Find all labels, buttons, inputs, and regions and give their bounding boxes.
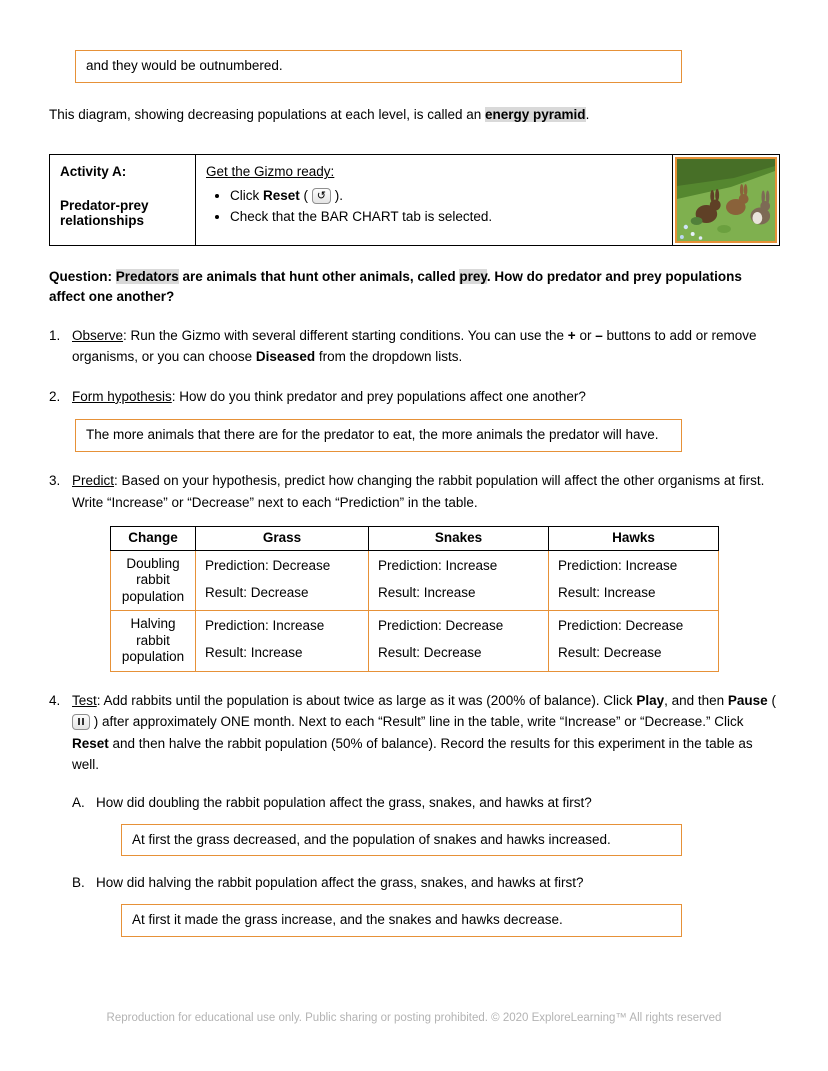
observe-segment: buttons to add or remove organisms, or you can choose [72, 327, 757, 365]
hypothesis-label: Form hypothesis [72, 388, 172, 404]
answer-text: and they would be outnumbered. [86, 58, 283, 73]
predators-term: Predators [115, 269, 179, 285]
bullet-text: ). [331, 188, 343, 204]
test-segment: : Add rabbits until the population is about twice as large as it was (200% of balance). Click [96, 692, 637, 708]
row-label: Doubling rabbit population [111, 550, 196, 610]
activity-header-table [49, 154, 780, 246]
table-row [111, 550, 719, 610]
intro-paragraph [49, 105, 779, 125]
reset-ref: Reset [72, 735, 109, 751]
table-cell[interactable] [549, 550, 719, 610]
column-header-grass: Grass [196, 527, 369, 550]
plus-button-ref: + [567, 327, 576, 343]
list-number: 4. [49, 692, 61, 708]
table-cell[interactable] [369, 550, 549, 610]
activity-image-cell [673, 155, 780, 246]
result-value[interactable]: Result: Increase [558, 584, 656, 600]
prediction-table [110, 526, 719, 671]
table-cell[interactable] [196, 611, 369, 671]
result-value[interactable]: Result: Increase [205, 645, 303, 661]
table-cell[interactable] [196, 550, 369, 610]
test-segment: ( [767, 692, 776, 708]
result-value[interactable]: Result: Decrease [378, 645, 482, 661]
table-cell[interactable] [549, 611, 719, 671]
table-row [111, 611, 719, 671]
answer-text: The more animals that there are for the predator to eat, the more animals the predator will have. [86, 427, 659, 443]
hypothesis-text [72, 386, 779, 408]
bullet-text: Click [230, 188, 263, 204]
answer-box-hypothesis[interactable] [75, 419, 682, 452]
column-header-hawks: Hawks [549, 527, 719, 550]
sub-question-b [72, 872, 779, 894]
test-text [72, 690, 779, 776]
test-segment: ) after approximately ONE month. Next to each “Result” line in the table, write “Increase” or “Decrease.” Click [90, 714, 744, 730]
list-item-observe [49, 325, 779, 368]
list-number: 3. [49, 473, 61, 489]
pause-bar [78, 718, 80, 725]
sub-question-text: How did doubling the rabbit population affect the grass, snakes, and hawks at first? [96, 794, 592, 810]
reset-icon [312, 188, 331, 204]
column-header-snakes: Snakes [369, 527, 549, 550]
table-cell[interactable] [369, 611, 549, 671]
observe-segment: or [575, 327, 596, 343]
reset-icon-glyph: ↺ [316, 190, 326, 203]
pause-icon [72, 714, 90, 730]
question-text: are animals that hunt other animals, called [178, 269, 460, 285]
answer-box-b[interactable] [121, 904, 682, 937]
intro-text-post: . [585, 106, 590, 122]
test-segment: , and then [664, 692, 728, 708]
sub-question-label: A. [72, 794, 85, 810]
row-label: Halving rabbit population [111, 611, 196, 671]
test-segment: and then halve the rabbit population (50% of balance). Record the results for this experiment in the table as well. [72, 735, 753, 773]
prediction-value[interactable]: Prediction: Increase [205, 618, 325, 634]
sub-question-text: How did halving the rabbit population affect the grass, snakes, and hawks at first? [96, 875, 584, 891]
column-header-change: Change [111, 527, 196, 550]
activity-subtitle: Predator-prey relationships [60, 198, 149, 229]
result-value[interactable]: Result: Decrease [205, 584, 309, 600]
question-paragraph [49, 267, 779, 306]
list-item-predict [49, 470, 779, 671]
rabbits-illustration [677, 159, 775, 241]
bullet-text: ( [299, 188, 312, 204]
observe-segment: : Run the Gizmo with several different starting conditions. You can use the [123, 327, 568, 343]
sub-question-a [72, 792, 779, 814]
prediction-value[interactable]: Prediction: Decrease [558, 618, 684, 634]
hypothesis-segment: : How do you think predator and prey populations affect one another? [171, 388, 586, 404]
play-ref: Play [636, 692, 665, 708]
question-label: Question: [49, 269, 116, 285]
energy-pyramid-term: energy pyramid [485, 106, 586, 122]
answer-box-a[interactable] [121, 824, 682, 857]
diseased-ref: Diseased [255, 349, 316, 365]
gizmo-ready-list [206, 186, 662, 228]
observe-label: Observe [72, 327, 124, 343]
gizmo-ready-item-reset [230, 186, 662, 207]
result-value[interactable]: Result: Increase [378, 584, 476, 600]
answer-text: At first it made the grass increase, and the snakes and hawks decrease. [132, 911, 563, 927]
gizmo-ready-cell [196, 155, 673, 246]
prediction-value[interactable]: Prediction: Increase [558, 557, 678, 573]
list-number: 2. [49, 388, 61, 404]
list-item-test [49, 690, 779, 937]
prey-term: prey [459, 269, 487, 285]
observe-text [72, 325, 779, 368]
answer-box-top[interactable] [75, 50, 682, 83]
gizmo-ready-item-barchart [230, 207, 662, 228]
observe-segment: from the dropdown lists. [315, 349, 463, 365]
predict-text [72, 470, 779, 513]
question-text: . How do predator and prey populations affect one another? [49, 269, 742, 305]
prediction-value[interactable]: Prediction: Increase [378, 557, 498, 573]
prediction-header-row [111, 527, 719, 550]
activity-title: Activity A: [60, 164, 127, 180]
result-value[interactable]: Result: Decrease [558, 645, 662, 661]
predict-segment: : Based on your hypothesis, predict how changing the rabbit population will affect the other organisms at first. Write “Increase” or “Decrease” next to each “Prediction” in the table. [72, 473, 765, 510]
test-label: Test [72, 692, 97, 708]
reset-label: Reset [263, 188, 300, 204]
answer-text: At first the grass decreased, and the population of snakes and hawks increased. [132, 831, 611, 847]
rabbits-thumbnail-image [675, 157, 777, 243]
list-number: 1. [49, 327, 61, 343]
intro-text-pre: This diagram, showing decreasing populations at each level, is called an [49, 106, 486, 122]
prediction-value[interactable]: Prediction: Decrease [378, 618, 504, 634]
minus-button-ref: – [595, 327, 603, 343]
activity-header-row [50, 155, 780, 246]
sub-question-label: B. [72, 875, 85, 891]
copyright-footer: Reproduction for educational use only. Public sharing or posting prohibited. © 2020 ExploreLearning™ All rights reserved [106, 1012, 722, 1024]
predict-label: Predict [72, 473, 115, 489]
pause-bar [82, 718, 84, 725]
pause-ref: Pause [727, 692, 768, 708]
prediction-value[interactable]: Prediction: Decrease [205, 557, 331, 573]
activity-title-cell [50, 155, 196, 246]
bullet-text: Check that the BAR CHART tab is selected. [230, 209, 493, 225]
list-item-hypothesis [49, 386, 779, 452]
gizmo-ready-heading: Get the Gizmo ready: [206, 164, 335, 180]
